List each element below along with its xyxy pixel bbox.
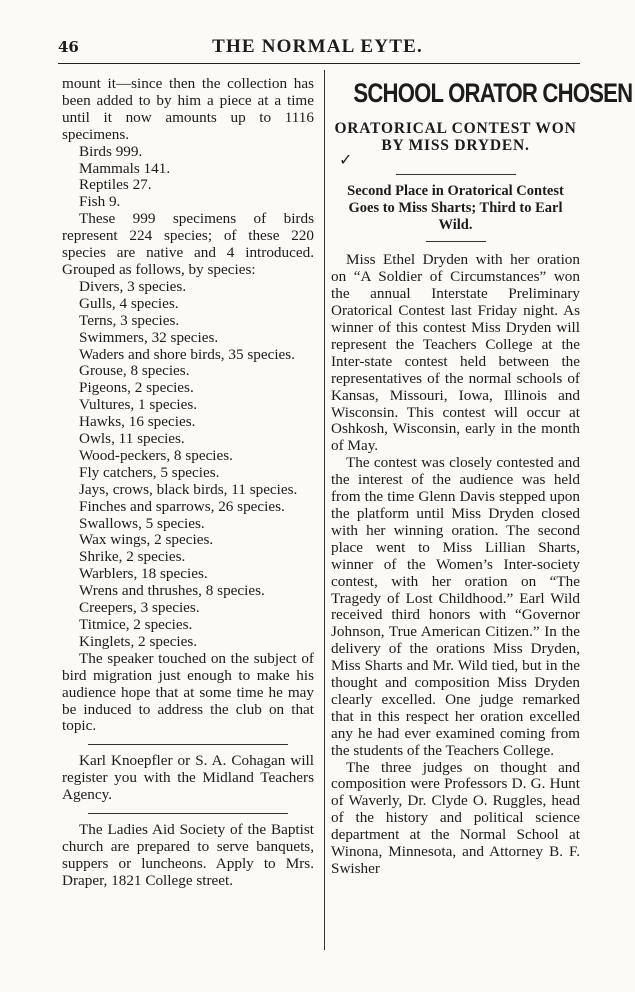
article-subheadline: ORATORICAL CONTEST WON BY MISS DRYDEN. bbox=[334, 120, 577, 154]
species-group-item: Finches and sparrows, 26 species. bbox=[79, 497, 285, 515]
agency-notice: Karl Knoepfler or S. A. Cohagan will register you with the Midland Teachers Agency. bbox=[62, 752, 314, 804]
species-group-item: Wax wings, 2 species. bbox=[79, 531, 214, 549]
page-header bbox=[0, 0, 635, 62]
ladies-aid-notice: The Ladies Aid Society of the Baptist church are prepared to serve banquets, suppers or luncheons. Apply to Mrs. Draper, 1821 College street. bbox=[62, 821, 314, 889]
page-number: 46 bbox=[58, 38, 79, 56]
article-paragraph-2: The contest was closely contested and the interest of the audience was held from the time Glenn Davis stepped upon the platform until Miss Dryden closed with her winning oration. The second place went to Miss Lillian Sharts, winner of the Women’s Inter-society contest, with her oration on “The Tragedy of Lost Childhood.” Earl Wild received third honors with “Governor Johnson, True American Citizen.” In the delivery of the orations Miss Dryden, Miss Sharts and Mr. Wild tied, but in the thought and composition Miss Dryden clearly excelled. One judge remarked that in this respect her oration excelled any he had ever examined coming from the students of the Teachers College. bbox=[331, 454, 580, 759]
section-divider bbox=[88, 813, 288, 814]
article-headline: SCHOOL ORATOR CHOSEN bbox=[353, 78, 633, 108]
species-group-item: Creepers, 3 species. bbox=[79, 599, 200, 617]
species-group-item: Wood-peckers, 8 species. bbox=[79, 446, 233, 464]
publication-title: THE NORMAL EYTE. bbox=[212, 36, 423, 57]
left-column bbox=[62, 76, 314, 890]
article-paragraph-3: The three judges on thought and composition were Professors D. G. Hunt of Waverly, Dr. Clyde O. Ruggles, head of the history and political science department at the Normal School at Winona, Minnesota, and Attorney B. F. Swisher bbox=[331, 758, 580, 878]
check-mark-icon: ✓ bbox=[339, 152, 353, 169]
species-list bbox=[62, 279, 314, 651]
total-mammals: Mammals 141. bbox=[79, 159, 171, 177]
birds-paragraph: These 999 specimens of birds represent 224 species; of these 220 species are native and 4 introduced. Grouped as follows, by species: bbox=[62, 210, 314, 278]
species-group-item: Grouse, 8 species. bbox=[79, 362, 190, 380]
species-group-item: Gulls, 4 species. bbox=[79, 294, 179, 312]
species-group-item: Vultures, 1 species. bbox=[79, 396, 198, 414]
collection-intro: mount it—since then the collection has been added to by him a piece at a time until it now amounts up to 1116 specimens. bbox=[62, 75, 314, 143]
species-group-item: Wrens and thrushes, 8 species. bbox=[79, 582, 265, 600]
total-reptiles: Reptiles 27. bbox=[79, 176, 152, 194]
species-group-item: Waders and shore birds, 35 species. bbox=[79, 345, 295, 363]
species-group-item: Pigeons, 2 species. bbox=[79, 379, 194, 397]
species-group-item: Terns, 3 species. bbox=[79, 311, 180, 329]
species-group-item: Swallows, 5 species. bbox=[79, 514, 205, 532]
right-column bbox=[331, 76, 633, 878]
species-group-item: Jays, crows, black birds, 11 species. bbox=[79, 480, 298, 498]
species-group-item: Swimmers, 32 species. bbox=[79, 328, 219, 346]
species-group-item: Shrike, 2 species. bbox=[79, 548, 186, 566]
article-deck: Second Place in Oratorical Contest Goes to Miss Sharts; Third to Earl Wild. bbox=[347, 183, 564, 233]
species-group-item: Fly catchers, 5 species. bbox=[79, 463, 220, 481]
header-rule bbox=[58, 63, 580, 64]
species-group-item: Kinglets, 2 species. bbox=[79, 632, 198, 650]
total-birds: Birds 999. bbox=[79, 142, 143, 160]
deck-rule bbox=[426, 241, 486, 242]
total-fish: Fish 9. bbox=[79, 193, 121, 211]
column-divider bbox=[324, 70, 325, 950]
article-paragraph-1: Miss Ethel Dryden with her oration on “A Soldier of Circumstances” won the annual Interstate Preliminary Oratorical Contest last Friday night. As winner of this contest Miss Dryden will represent the Teachers College at the Inter-state contest held between the representatives of the normal schools of Kansas, Missouri, Iowa, Illinois and Wisconsin. This contest will occur at Oshkosh, Wisconsin, early in the month of May. bbox=[331, 251, 580, 455]
species-group-item: Hawks, 16 species. bbox=[79, 413, 196, 431]
species-group-item: Titmice, 2 species. bbox=[79, 616, 193, 633]
section-divider bbox=[88, 744, 288, 745]
subhead-rule bbox=[396, 174, 516, 175]
species-group-item: Warblers, 18 species. bbox=[79, 565, 208, 583]
species-group-item: Owls, 11 species. bbox=[79, 430, 185, 448]
closing-paragraph: The speaker touched on the subject of bird migration just enough to make his audience hope that at some time he may be induced to address the club on that topic. bbox=[62, 649, 314, 735]
species-group-item: Divers, 3 species. bbox=[79, 277, 187, 295]
